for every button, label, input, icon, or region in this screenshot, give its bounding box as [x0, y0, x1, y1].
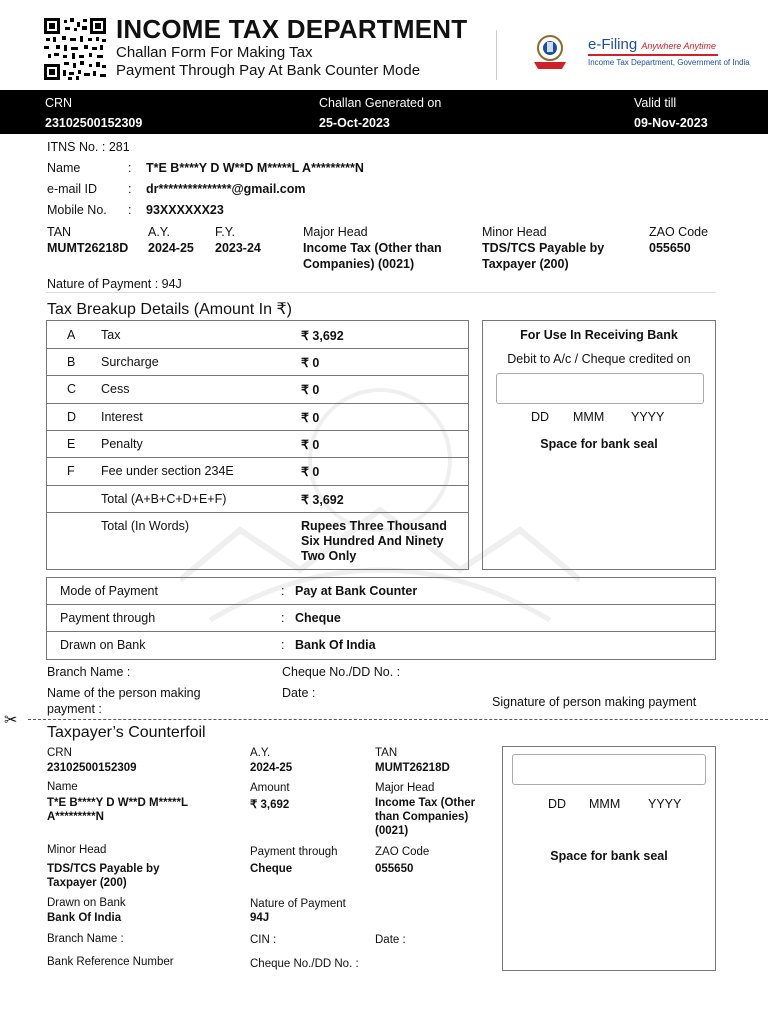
cf-nature-value: 94J	[250, 912, 270, 924]
row-desc: Interest	[101, 410, 143, 424]
cf-major-head-line1: Income Tax (Other	[375, 797, 476, 809]
name-colon: :	[128, 161, 132, 175]
dd-label: DD	[531, 410, 550, 424]
row-letter: F	[67, 464, 75, 478]
row-desc: Cess	[101, 382, 130, 396]
drawn-on-bank-label: Drawn on Bank	[60, 638, 146, 652]
cf-bank-box	[502, 746, 716, 971]
cf-cheque-no-label: Cheque No./DD No. :	[250, 958, 359, 970]
cf-name-label: Name	[47, 781, 78, 793]
cf-ay-label: A.Y.	[250, 747, 271, 759]
tax-breakup-table	[46, 320, 469, 570]
cf-dd-label: DD	[548, 797, 567, 811]
cf-payment-through-label: Payment through	[250, 846, 338, 858]
yyyy-label: YYYY	[631, 410, 665, 424]
department-title: INCOME TAX DEPARTMENT	[116, 14, 468, 44]
cf-major-head-line3: (0021)	[375, 825, 409, 837]
total-row	[47, 486, 468, 513]
table-row	[47, 431, 468, 458]
cf-name-value-line1: T*E B****Y D W**D M*****L	[47, 797, 189, 809]
valid-till-value: 09-Nov-2023	[634, 116, 708, 130]
tan-label: TAN	[47, 225, 72, 239]
efiling-brand	[588, 36, 716, 53]
branch-name-label: Branch Name :	[47, 665, 131, 679]
nature-of-payment: Nature of Payment : 94J	[47, 277, 182, 291]
total-words-line1: Rupees Three Thousand	[301, 519, 447, 533]
row-letter: B	[67, 355, 76, 369]
receiving-bank-title: For Use In Receiving Bank	[520, 328, 678, 342]
email-label: e-mail ID	[47, 182, 98, 196]
cf-amount-value: ₹ 3,692	[250, 799, 290, 811]
row-desc: Fee under section 234E	[101, 464, 234, 478]
table-row	[47, 632, 715, 659]
table-row	[47, 321, 468, 349]
mobile-value: 93XXXXXX23	[146, 203, 224, 217]
major-head-value-line2: Companies) (0021)	[303, 257, 415, 271]
row-amount: ₹ 0	[301, 465, 320, 479]
date-label: Date :	[282, 686, 316, 700]
itns-number: ITNS No. : 281	[47, 140, 130, 154]
row-letter: C	[67, 382, 77, 396]
major-head-value-line1: Income Tax (Other than	[303, 241, 442, 255]
cf-minor-head-label: Minor Head	[47, 844, 107, 856]
table-row	[47, 605, 715, 632]
emblem-logo	[532, 32, 584, 72]
header-subtitle-line2: Payment Through Pay At Bank Counter Mode	[116, 62, 421, 79]
payer-name-label-line2: payment :	[47, 702, 102, 716]
debit-label: Debit to A/c / Cheque credited on	[507, 352, 691, 366]
cf-major-head-line2: than Companies)	[375, 811, 469, 823]
bank-seal-space: Space for bank seal	[540, 437, 658, 451]
scissors-icon: ✂	[4, 712, 18, 729]
cf-ay-value: 2024-25	[250, 762, 293, 774]
drawn-colon: :	[281, 638, 285, 652]
name-value: T*E B****Y D W**D M*****L A*********N	[146, 161, 364, 175]
qr-code	[44, 18, 106, 80]
counterfoil-title: Taxpayer’s Counterfoil	[47, 724, 206, 741]
tan-value: MUMT26218D	[47, 241, 129, 255]
drawn-on-bank-value: Bank Of India	[295, 638, 376, 652]
table-row	[47, 349, 468, 376]
efiling-subtext: Income Tax Department, Government of India	[588, 58, 750, 67]
row-amount: ₹ 0	[301, 438, 320, 452]
fy-value: 2023-24	[215, 241, 261, 255]
crn-label: CRN	[45, 96, 73, 110]
generated-label: Challan Generated on	[319, 96, 442, 110]
table-row	[47, 458, 468, 486]
total-words-label: Total (In Words)	[101, 519, 189, 533]
minor-head-label: Minor Head	[482, 225, 547, 239]
cf-crn-value: 23102500152309	[47, 762, 137, 774]
payment-mode-table	[46, 577, 716, 660]
through-colon: :	[281, 611, 285, 625]
cf-cin-label: CIN :	[250, 934, 277, 946]
mobile-colon: :	[128, 203, 132, 217]
cf-bank-seal-space: Space for bank seal	[550, 849, 668, 863]
table-row	[47, 578, 715, 605]
cf-tan-value: MUMT26218D	[375, 762, 450, 774]
row-desc: Tax	[101, 328, 121, 342]
valid-till-label: Valid till	[634, 96, 677, 110]
generated-value: 25-Oct-2023	[319, 116, 390, 130]
cf-payment-through-value: Cheque	[250, 863, 293, 875]
mode-of-payment-label: Mode of Payment	[60, 584, 158, 598]
table-row	[47, 404, 468, 431]
table-row	[47, 376, 468, 404]
ay-label: A.Y.	[148, 225, 171, 239]
row-desc: Penalty	[101, 437, 143, 451]
mobile-label: Mobile No.	[47, 203, 107, 217]
cf-minor-head-line1: TDS/TCS Payable by	[47, 863, 160, 875]
total-words-line3: Two Only	[301, 549, 357, 563]
total-value: ₹ 3,692	[301, 493, 344, 507]
mode-colon: :	[281, 584, 285, 598]
email-value: dr***************@gmail.com	[146, 182, 306, 196]
cf-yyyy-label: YYYY	[648, 797, 682, 811]
cf-branch-label: Branch Name :	[47, 933, 124, 945]
cf-date-label: Date :	[375, 934, 406, 946]
efiling-underline	[588, 54, 718, 56]
cut-line	[28, 719, 768, 720]
row-letter: D	[67, 410, 77, 424]
total-words-line2: Six Hundred And Ninety	[301, 534, 444, 548]
total-words-row	[47, 513, 468, 569]
total-label: Total (A+B+C+D+E+F)	[101, 492, 227, 506]
row-letter: A	[67, 328, 76, 342]
zao-code-label: ZAO Code	[649, 225, 709, 239]
receiving-bank-box	[482, 320, 716, 570]
minor-head-value-line1: TDS/TCS Payable by	[482, 241, 605, 255]
cf-zao-value: 055650	[375, 863, 414, 875]
efiling-brand-text: e-Filing	[588, 36, 638, 53]
cf-mmm-label: MMM	[589, 797, 621, 811]
cf-nature-label: Nature of Payment	[250, 898, 346, 910]
section-divider	[46, 292, 716, 293]
cf-drawn-value: Bank Of India	[47, 912, 122, 924]
signature-label: Signature of person making payment	[492, 695, 697, 709]
cheque-no-label: Cheque No./DD No. :	[282, 665, 401, 679]
header-divider	[496, 30, 497, 80]
mmm-label: MMM	[573, 410, 605, 424]
tax-breakup-title: Tax Breakup Details (Amount In ₹)	[47, 301, 292, 318]
fy-label: F.Y.	[215, 225, 235, 239]
challan-info-band	[0, 90, 768, 134]
mode-of-payment-value: Pay at Bank Counter	[295, 584, 418, 598]
payer-name-label-line1: Name of the person making	[47, 686, 201, 700]
row-amount: ₹ 0	[301, 383, 320, 397]
row-amount: ₹ 0	[301, 356, 320, 370]
payment-through-label: Payment through	[60, 611, 156, 625]
payment-through-value: Cheque	[295, 611, 341, 625]
cf-major-head-label: Major Head	[375, 782, 435, 794]
cf-minor-head-line2: Taxpayer (200)	[47, 877, 127, 889]
minor-head-value-line2: Taxpayer (200)	[482, 257, 569, 271]
row-amount: ₹ 0	[301, 411, 320, 425]
major-head-label: Major Head	[303, 225, 368, 239]
cf-name-value-line2: A*********N	[47, 811, 104, 823]
row-desc: Surcharge	[101, 355, 159, 369]
row-letter: E	[67, 437, 76, 451]
email-colon: :	[128, 182, 132, 196]
debit-date-field[interactable]	[496, 373, 704, 404]
cf-date-field[interactable]	[512, 754, 706, 785]
crn-value: 23102500152309	[45, 116, 143, 130]
zao-code-value: 055650	[649, 241, 691, 255]
ay-value: 2024-25	[148, 241, 194, 255]
cf-amount-label: Amount	[250, 782, 290, 794]
cf-bank-ref-label: Bank Reference Number	[47, 956, 174, 968]
cf-crn-label: CRN	[47, 747, 72, 759]
cf-zao-label: ZAO Code	[375, 846, 430, 858]
efiling-tagline: Anywhere Anytime	[641, 41, 717, 51]
cf-tan-label: TAN	[375, 747, 398, 759]
cf-drawn-label: Drawn on Bank	[47, 897, 126, 909]
name-label: Name	[47, 161, 81, 175]
row-amount: ₹ 3,692	[301, 329, 344, 343]
header-subtitle-line1: Challan Form For Making Tax	[116, 44, 313, 61]
